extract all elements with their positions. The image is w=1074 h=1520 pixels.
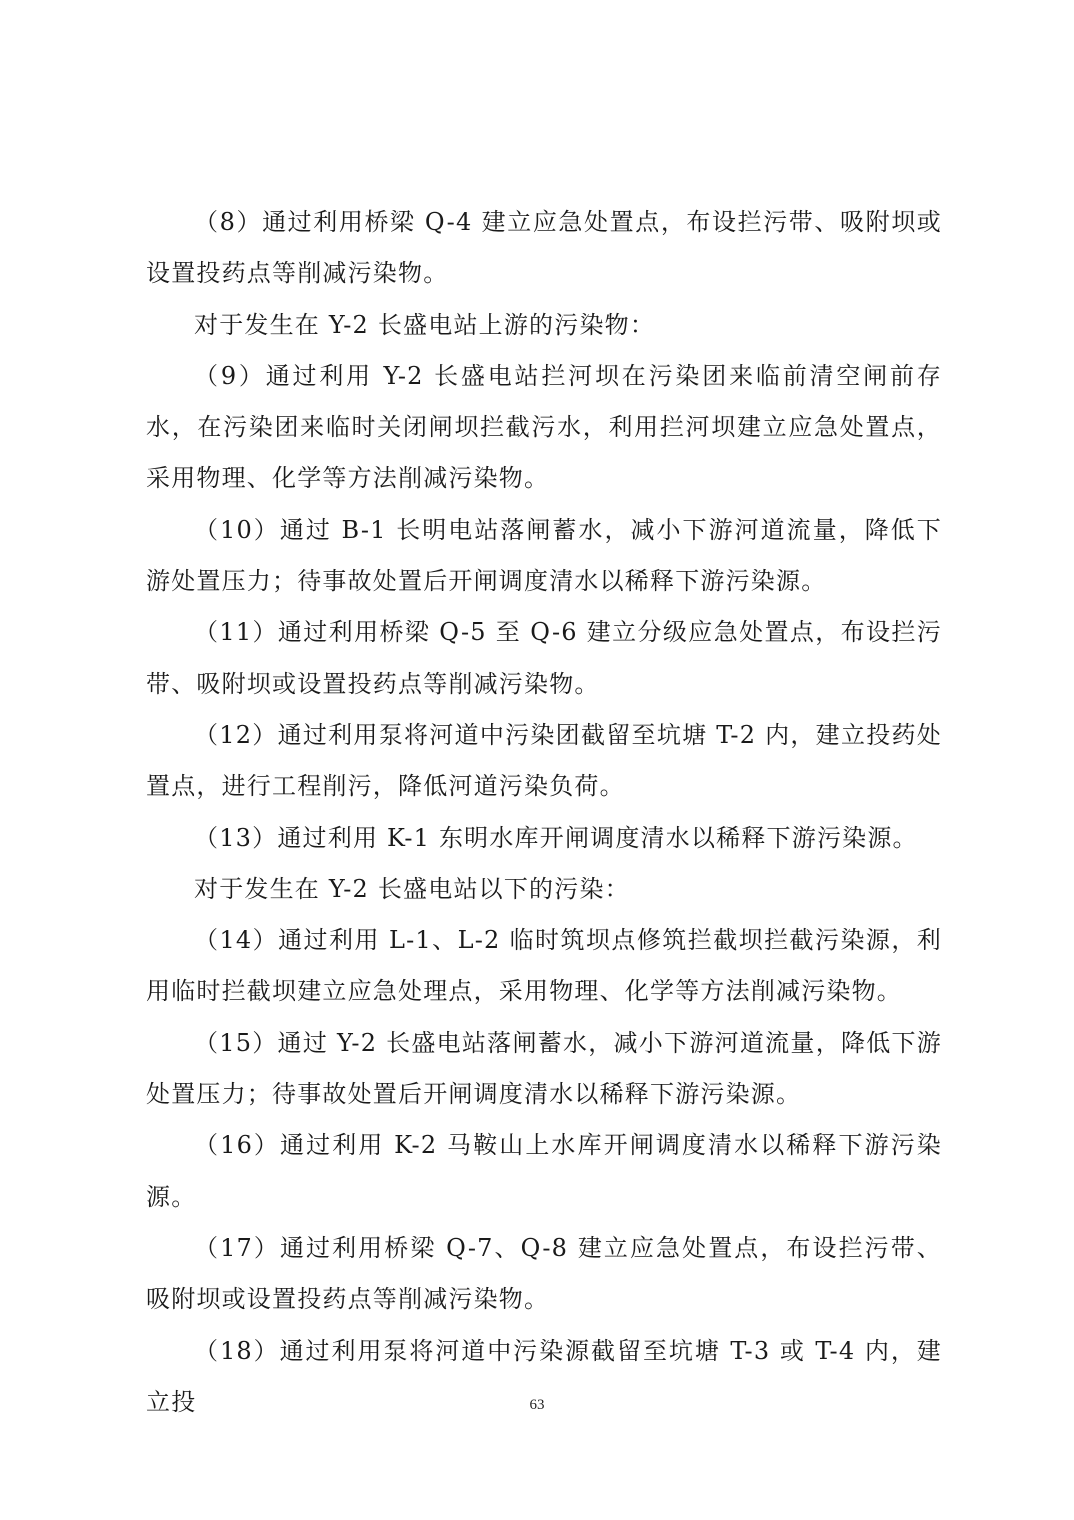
paragraph-measure-17: （17）通过利用桥梁 Q-7、Q-8 建立应急处置点，布设拦污带、吸附坝或设置投药点等削减污染物。 bbox=[146, 1233, 942, 1314]
page-number: 63 bbox=[529, 1397, 545, 1413]
paragraph-measure-18: （18）通过利用泵将河道中污染源截留至坑塘 T-3 或 T-4 内，建立投 bbox=[146, 1336, 942, 1416]
paragraph-measure-9: （9）通过利用 Y-2 长盛电站拦河坝在污染团来临前清空闸前存水，在污染团来临时关闭闸坝拦截污水，利用拦河坝建立应急处置点，采用物理、化学等方法削减污染物。 bbox=[146, 361, 942, 493]
paragraph-measure-15: （15）通过 Y-2 长盛电站落闸蓄水，减小下游河道流量，降低下游处置压力；待事故处置后开闸调度清水以稀释下游污染源。 bbox=[146, 1028, 942, 1109]
paragraph-measure-14: （14）通过利用 L-1、L-2 临时筑坝点修筑拦截坝拦截污染源，利用临时拦截坝建立应急处理点，采用物理、化学等方法削减污染物。 bbox=[146, 926, 942, 1006]
paragraph-measure-11: （11）通过利用桥梁 Q-5 至 Q-6 建立分级应急处置点，布设拦污带、吸附坝或设置投药点等削减污染物。 bbox=[146, 618, 942, 698]
body-text bbox=[146, 197, 942, 1428]
paragraph-measure-16: （16）通过利用 K-2 马鞍山上水库开闸调度清水以稀释下游污染源。 bbox=[146, 1131, 942, 1211]
paragraph-downstream-heading: 对于发生在 Y-2 长盛电站以下的污染： bbox=[194, 874, 630, 903]
paragraph-measure-12: （12）通过利用泵将河道中污染团截留至坑塘 T-2 内，建立投药处置点，进行工程削污，降低河道污染负荷。 bbox=[146, 720, 942, 801]
paragraph-measure-13: （13）通过利用 K-1 东明水库开闸调度清水以稀释下游污染源。 bbox=[194, 823, 918, 852]
paragraph-measure-10: （10）通过 B-1 长明电站落闸蓄水，减小下游河道流量，降低下游处置压力；待事故处置后开闸调度清水以稀释下游污染源。 bbox=[146, 515, 942, 596]
paragraph-upstream-heading: 对于发生在 Y-2 长盛电站上游的污染物： bbox=[194, 310, 656, 339]
paragraph-measure-8: （8）通过利用桥梁 Q-4 建立应急处置点，布设拦污带、吸附坝或设置投药点等削减污染物。 bbox=[146, 208, 942, 288]
